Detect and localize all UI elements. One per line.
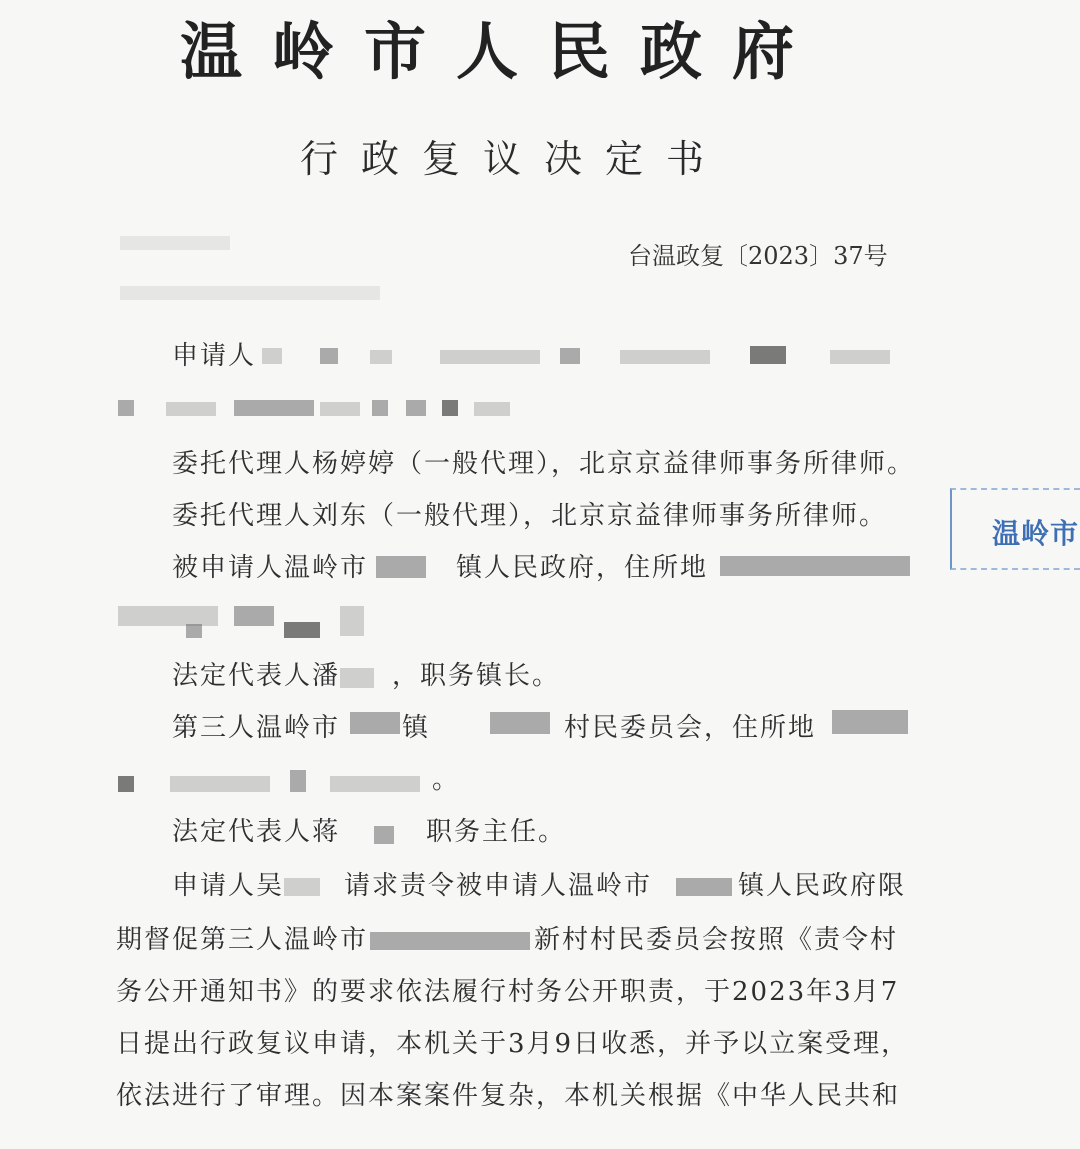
redaction bbox=[186, 624, 202, 638]
redaction bbox=[340, 606, 364, 636]
legal-rep-2-label: 法定代表人蒋 bbox=[172, 817, 341, 847]
redaction bbox=[118, 606, 218, 626]
paragraph-line-2b: 新村村民委员会按照《责令村 bbox=[534, 925, 899, 955]
redaction bbox=[620, 350, 710, 364]
redaction bbox=[374, 826, 394, 844]
scan-artifact bbox=[120, 236, 230, 250]
redaction bbox=[320, 348, 338, 364]
redaction bbox=[340, 668, 374, 688]
redaction bbox=[676, 878, 732, 896]
agent-line-2: 委托代理人刘东（一般代理），北京京益律师事务所律师。 bbox=[172, 501, 888, 531]
applicant-label: 申请人 bbox=[172, 341, 257, 371]
redaction bbox=[234, 606, 274, 626]
redaction bbox=[290, 770, 306, 792]
legal-rep-1-label: 法定代表人潘 bbox=[172, 661, 341, 691]
redaction bbox=[406, 400, 426, 416]
paragraph-line-3: 务公开通知书》的要求依法履行村务公开职责，于2023年3月7 bbox=[116, 977, 900, 1007]
redaction bbox=[330, 776, 420, 792]
redaction bbox=[284, 878, 320, 896]
legal-rep-2-duty: 职务主任。 bbox=[426, 817, 567, 847]
redaction bbox=[720, 556, 910, 576]
redaction bbox=[490, 712, 550, 734]
redaction bbox=[170, 776, 270, 792]
redaction bbox=[370, 932, 530, 950]
paragraph-line-1c: 镇人民政府限 bbox=[738, 871, 907, 901]
third-party-town: 镇 bbox=[402, 713, 431, 743]
redaction bbox=[560, 348, 580, 364]
redaction bbox=[372, 400, 388, 416]
redaction bbox=[350, 712, 400, 734]
redaction bbox=[830, 350, 890, 364]
redaction bbox=[474, 402, 510, 416]
redaction bbox=[370, 350, 392, 364]
official-seal bbox=[950, 488, 1080, 570]
redaction bbox=[832, 710, 908, 734]
third-party-text: 村民委员会，住所地 bbox=[564, 713, 817, 743]
legal-rep-1-duty: ，职务镇长。 bbox=[392, 661, 561, 691]
issuer-title: 温岭市人民政府 bbox=[180, 15, 825, 88]
paragraph-line-2a: 期督促第三人温岭市 bbox=[116, 925, 369, 955]
paragraph-line-1a: 申请人吴 bbox=[172, 871, 285, 901]
respondent-text: 镇人民政府，住所地 bbox=[456, 553, 709, 583]
redaction bbox=[320, 402, 360, 416]
redaction bbox=[166, 402, 216, 416]
redaction bbox=[118, 400, 134, 416]
paragraph-line-4: 日提出行政复议申请，本机关于3月9日收悉，并予以立案受理， bbox=[116, 1029, 910, 1059]
redaction bbox=[440, 350, 540, 364]
redaction bbox=[234, 400, 314, 416]
document-type-title: 行政复议决定书 bbox=[300, 137, 728, 181]
redaction bbox=[442, 400, 458, 416]
document-number: 台温政复〔2023〕37号 bbox=[628, 242, 888, 270]
paragraph-line-5: 依法进行了审理。因本案案件复杂，本机关根据《中华人民共和 bbox=[116, 1081, 901, 1111]
paragraph-line-1b: 请求责令被申请人温岭市 bbox=[344, 871, 653, 901]
third-party-end: 。 bbox=[432, 765, 461, 795]
redaction bbox=[376, 556, 426, 578]
scan-artifact bbox=[120, 286, 380, 300]
respondent-label: 被申请人温岭市 bbox=[172, 553, 369, 583]
redaction bbox=[118, 776, 134, 792]
agent-line-1: 委托代理人杨婷婷（一般代理），北京京益律师事务所律师。 bbox=[172, 449, 916, 479]
third-party-label: 第三人温岭市 bbox=[172, 713, 341, 743]
redaction bbox=[750, 346, 786, 364]
redaction bbox=[262, 348, 282, 364]
seal-text: 温岭市 bbox=[992, 517, 1080, 550]
redaction bbox=[284, 622, 320, 638]
